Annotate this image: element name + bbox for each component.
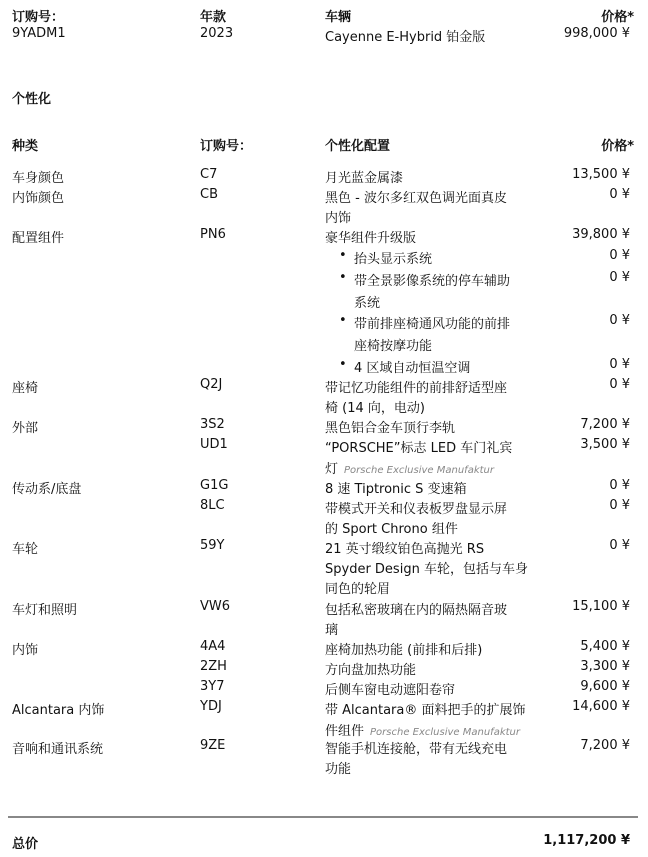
row-config-line: 的 Sport Chrono 组件	[325, 522, 458, 537]
row-code: 2ZH	[200, 659, 227, 674]
row-config-line-wrap	[325, 720, 520, 739]
row-config-line: “PORSCHE”标志 LED 车门礼宾	[325, 441, 513, 456]
row-config-line: 带 Alcantara® 面料把手的扩展饰	[325, 703, 526, 718]
column-header-order: 订购号：	[200, 139, 253, 154]
row-config-line: 黑色铝合金车顶行李轨	[325, 421, 456, 436]
row-price: 5,400 ¥	[580, 639, 630, 654]
column-header-category: 种类	[12, 139, 39, 154]
model-year-value: 2023	[200, 26, 234, 41]
row-config-line: 灯	[325, 462, 339, 477]
row-price: 14,600 ¥	[572, 699, 630, 714]
row-config-line-wrap	[325, 458, 494, 477]
price-label: 价格*	[601, 10, 634, 25]
row-price: 0 ¥	[609, 313, 630, 328]
row-config-line: 带模式开关和仪表板罗盘显示屏	[325, 502, 508, 517]
row-config-line: 璃	[325, 623, 339, 638]
row-config-line: 系统	[354, 296, 381, 311]
row-config-line: 带前排座椅通风功能的前排	[354, 317, 511, 332]
row-config-line: 带记忆功能组件的前排舒适型座	[325, 381, 508, 396]
exclusive-manufaktur-note: Porsche Exclusive Manufaktur	[370, 727, 520, 738]
row-price: 3,300 ¥	[580, 659, 630, 674]
bullet-icon: •	[339, 270, 347, 285]
row-config-line: 椅 (14 向，电动)	[325, 401, 425, 416]
column-header-config: 个性化配置	[325, 139, 391, 154]
row-code: 4A4	[200, 639, 226, 654]
total-value: 1,117,200 ¥	[543, 833, 630, 848]
row-category: 座椅	[12, 381, 39, 396]
row-config-line: Spyder Design 车轮，包括与车身	[325, 562, 528, 577]
row-code: 59Y	[200, 538, 225, 553]
row-category: 车身颜色	[12, 171, 65, 186]
row-config-line: 件组件	[325, 724, 365, 739]
row-code: 8LC	[200, 498, 225, 513]
row-code: 3S2	[200, 417, 225, 432]
base-price-value: 998,000 ¥	[563, 26, 630, 41]
row-price: 7,200 ¥	[580, 417, 630, 432]
section-title: 个性化	[12, 92, 52, 107]
row-price: 7,200 ¥	[580, 738, 630, 753]
order-number-label: 订购号：	[12, 10, 65, 25]
row-code: C7	[200, 167, 218, 182]
row-category: 内饰	[12, 643, 39, 658]
row-code: YDJ	[200, 699, 222, 714]
row-code: CB	[200, 187, 218, 202]
row-config-line: 21 英寸缎纹铂色高抛光 RS	[325, 542, 485, 557]
row-price: 9,600 ¥	[580, 679, 630, 694]
row-config-line: 座椅按摩功能	[354, 339, 433, 354]
row-config-line: 抬头显示系统	[354, 252, 433, 267]
row-config-line: 座椅加热功能 (前排和后排)	[325, 643, 483, 658]
row-category: 内饰颜色	[12, 191, 65, 206]
model-year-label: 年款	[200, 10, 227, 25]
row-price: 3,500 ¥	[580, 437, 630, 452]
row-config-line: 后侧车窗电动遮阳卷帘	[325, 683, 456, 698]
row-config-line: 同色的轮眉	[325, 582, 391, 597]
row-price: 0 ¥	[609, 478, 630, 493]
row-config-line: 包括私密玻璃在内的隔热隔音玻	[325, 603, 508, 618]
bullet-icon: •	[339, 357, 347, 372]
row-price: 0 ¥	[609, 187, 630, 202]
row-category: 车轮	[12, 542, 39, 557]
row-price: 0 ¥	[609, 538, 630, 553]
row-code: 3Y7	[200, 679, 225, 694]
row-price: 0 ¥	[609, 270, 630, 285]
total-divider	[8, 816, 638, 818]
row-category: 音响和通讯系统	[12, 742, 104, 757]
bullet-icon: •	[339, 248, 347, 263]
row-config-line: 黑色 - 波尔多红双色调光面真皮	[325, 191, 507, 206]
row-code: G1G	[200, 478, 229, 493]
bullet-icon: •	[339, 313, 347, 328]
exclusive-manufaktur-note: Porsche Exclusive Manufaktur	[344, 465, 494, 476]
vehicle-value: Cayenne E-Hybrid 铂金版	[325, 30, 486, 45]
row-config-line: 功能	[325, 762, 352, 777]
row-config-line: 月光蓝金属漆	[325, 171, 404, 186]
order-number-value: 9YADM1	[12, 26, 66, 41]
total-label: 总价	[12, 837, 39, 852]
row-price: 0 ¥	[609, 377, 630, 392]
row-config-line: 带全景影像系统的停车辅助	[354, 274, 511, 289]
row-price: 0 ¥	[609, 357, 630, 372]
row-config-line: 内饰	[325, 211, 352, 226]
row-config-line: 4 区域自动恒温空调	[354, 361, 471, 376]
row-config-line: 8 速 Tiptronic S 变速箱	[325, 482, 467, 497]
row-code: VW6	[200, 599, 231, 614]
row-code: PN6	[200, 227, 226, 242]
row-category: 车灯和照明	[12, 603, 78, 618]
row-code: Q2J	[200, 377, 223, 392]
row-category: Alcantara 内饰	[12, 703, 105, 718]
row-category: 配置组件	[12, 231, 65, 246]
row-config-line: 豪华组件升级版	[325, 231, 417, 246]
row-price: 39,800 ¥	[572, 227, 630, 242]
row-code: UD1	[200, 437, 228, 452]
row-category: 外部	[12, 421, 39, 436]
row-price: 0 ¥	[609, 248, 630, 263]
row-price: 13,500 ¥	[572, 167, 630, 182]
row-config-line: 智能手机连接舱，带有无线充电	[325, 742, 508, 757]
row-price: 0 ¥	[609, 498, 630, 513]
row-config-line: 方向盘加热功能	[325, 663, 417, 678]
column-header-price: 价格*	[601, 139, 634, 154]
row-category: 传动系/底盘	[12, 482, 82, 497]
row-code: 9ZE	[200, 738, 226, 753]
vehicle-label: 车辆	[325, 10, 352, 25]
row-price: 15,100 ¥	[572, 599, 630, 614]
